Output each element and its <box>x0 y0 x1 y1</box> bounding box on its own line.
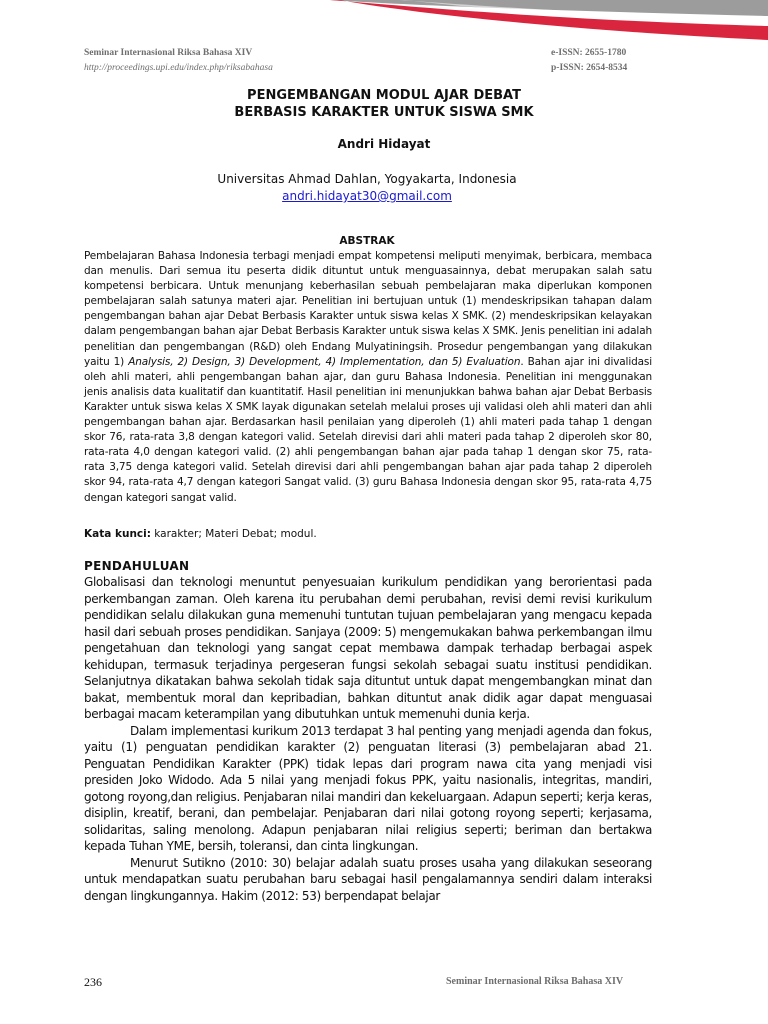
header-conference: Seminar Internasional Riksa Bahasa XIV <box>84 48 253 58</box>
author-email-link[interactable]: andri.hidayat30@gmail.com <box>282 189 452 203</box>
title-line-2: BERBASIS KARAKTER UNTUK SISWA SMK <box>234 105 534 120</box>
section-heading: PENDAHULUAN <box>84 559 190 573</box>
page-number: 236 <box>84 975 102 989</box>
affiliation: Universitas Ahmad Dahlan, Yogyakarta, Indonesia <box>217 172 517 186</box>
title-line-1: PENGEMBANGAN MODUL AJAR DEBAT <box>247 88 521 103</box>
section-body <box>84 574 652 904</box>
footer-conference: Seminar Internasional Riksa Bahasa XIV <box>446 976 624 987</box>
header-pissn: p-ISSN: 2654-8534 <box>551 63 628 73</box>
abstract-text <box>84 249 652 506</box>
keywords <box>84 528 652 540</box>
body-paragraph-2: Dalam implementasi kurikum 2013 terdapat 3 hal penting yang menjadi agenda dan fokus, yaitu (1) penguatan pendidikan karakter (2) penguatan literasi (3) pembelajaran abad 21. Penguatan Pendidikan Karakter (PPK) tidak lepas dari program nawa cita yang menjadi visi presiden Joko Widodo. Ada 5 nilai yang menjadi fokus PPK, yaitu nasionalis, integritas, mandiri, gotong royong,dan religius. Penjabaran nilai mandiri dan kekeluargaan. Adapun seperti; kerja keras, disiplin, kreatif, berani, dan pembelajar. Penjabaran dari nilai gotong royong seperti; kerjasama, solidaritas, saling menolong. Adapun penjabaran nilai religius seperti; beriman dan bertakwa kepada Tuhan YME, bersih, toleransi, dan cinta lingkungan. <box>84 723 652 853</box>
abstract-text-part-2: . Bahan ajar ini divalidasi oleh ahli materi, ahli pengembangan bahan ajar, dan guru Bahasa Indonesia. Penelitian ini menggunakan jenis analisis data kualitatif dan kuantitatif. Hasil penelitian ini menunjukkan bahwa bahan ajar Debat Berbasis Karakter untuk siswa kelas X SMK layak digunakan setelah melalui proses uji validasi oleh ahli materi dan ahli pengembangan bahan ajar. Berdasarkan hasil penilaian yang diperoleh (1) ahli materi pada tahap 1 dengan skor 76, rata-rata 3,8 dengan kategori valid. Setelah direvisi dari ahli materi pada tahap 2 diperoleh skor 80, rata-rata 4,0 dengan kategori valid. (2) ahli pengembangan bahan ajar pada tahap 1 dengan skor 75, rata-rata 3,75 denga kategori valid. Setelah direvisi dari ahli pengembangan bahan ajar pada tahap 2 diperoleh skor 94, rata-rata 4,7 dengan kategori Sangat valid. (3) guru Bahasa Indonesia dengan skor 95, rata-rata 4,75 dengan kategori sangat valid. <box>84 355 652 504</box>
header-eissn: e-ISSN: 2655-1780 <box>551 48 627 58</box>
keywords-label: Kata kunci: <box>84 528 151 540</box>
author-name: Andri Hidayat <box>337 137 431 151</box>
header-url[interactable]: http://proceedings.upi.edu/index.php/riksabahasa <box>84 63 273 73</box>
body-paragraph-1: Globalisasi dan teknologi menuntut penyesuaian kurikulum pendidikan yang berorientasi pada perkembangan zaman. Oleh karena itu perubahan demi perubahan, revisi demi revisi kurikulum pendidikan selalu dilakukan guna memenuhi tuntutan tujuan pembelajaran yang mengacu kepada hasil dari sebuah proses pendidikan. Sanjaya (2009: 5) mengemukakan bahwa perkembangan ilmu pengetahuan dan teknologi yang sangat cepat membawa dampak terhadap berbagai aspek kehidupan, termasuk terjadinya pergeseran fungsi sekolah sebagai suatu institusi pendidikan. Selanjutnya dikatakan bahwa sekolah tidak saja dituntut untuk dapat mengembangkan minat dan bakat, membentuk moral dan kepribadian, bahkan dituntut anak didik agar dapat menguasai berbagai macam keterampilan yang dibutuhkan untuk memenuhi dunia kerja. <box>84 575 652 721</box>
header-banner <box>0 0 768 40</box>
abstract-text-part-1: Pembelajaran Bahasa Indonesia terbagi menjadi empat kompetensi meliputi menyimak, berbicara, membaca dan menulis. Dari semua itu peserta didik dituntut untuk menguasainnya, debat merupakan salah satu kompetensi berbicara. Untuk menunjang keberhasilan sebuah pembelajaran maka diperlukan komponen pembelajaran salah satunya materi ajar. Penelitian ini bertujuan untuk (1) mendeskripsikan tahapan dalam pengembangan bahan ajar Debat Berbasis Karakter untuk siswa kelas X SMK. (2) mendeskripsikan kelayakan dalam pengembangan bahan ajar Debat Berbasis Karakter untuk siswa kelas X SMK. Jenis penelitian ini adalah penelitian dan pengembangan (R&D) oleh Endang Mulyatiningsih. Prosedur pengembangan yang dilakukan yaitu 1) <box>84 250 652 368</box>
abstract-heading: ABSTRAK <box>339 235 395 247</box>
affiliation-block <box>0 171 734 205</box>
paper-title <box>0 87 768 121</box>
keywords-value: karakter; Materi Debat; modul. <box>150 528 317 540</box>
abstract-text-italic: Analysis, 2) Design, 3) Development, 4) Implementation, dan 5) Evaluation <box>128 355 521 368</box>
body-paragraph-3: Menurut Sutikno (2010: 30) belajar adalah suatu proses usaha yang dilakukan seseorang untuk mendapatkan suatu perubahan baru sebagai hasil pengalamannya sendiri dalam interaksi dengan lingkungannya. Hakim (2012: 53) berpendapat belajar <box>84 855 652 903</box>
